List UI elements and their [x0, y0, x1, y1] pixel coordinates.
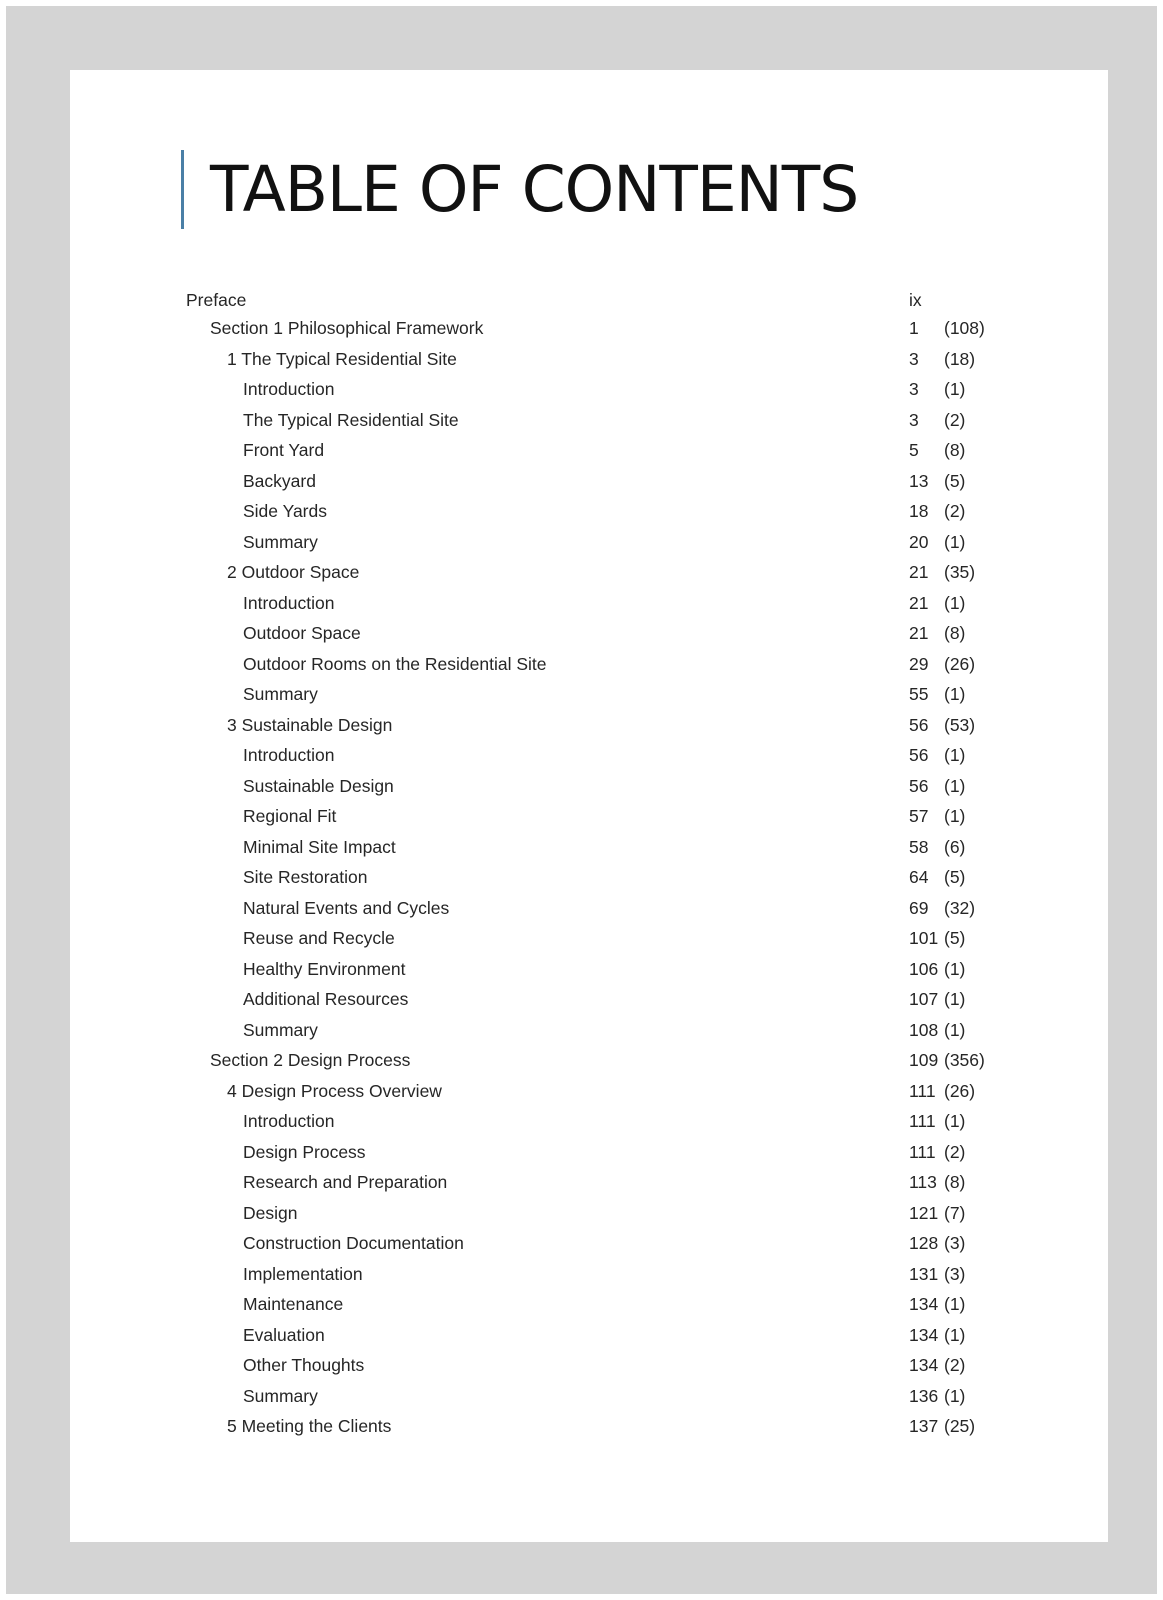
toc-entry-page: 69	[909, 898, 929, 918]
toc-entry	[70, 1106, 1108, 1137]
toc-entry-title: Introduction	[243, 379, 335, 399]
toc-entry	[70, 1076, 1108, 1107]
toc-entry-page: 56	[909, 715, 929, 735]
toc-entry-title: Introduction	[243, 593, 335, 613]
toc-entry-page-count: (26)	[944, 1081, 976, 1101]
toc-entry-page-count: (3)	[944, 1264, 966, 1284]
toc-entry-page: 136	[909, 1386, 939, 1406]
toc-entry-title: Introduction	[243, 745, 335, 765]
toc-entry	[70, 1137, 1108, 1168]
toc-entry-page: 18	[909, 501, 929, 521]
toc-entry-title: 2 Outdoor Space	[227, 562, 360, 582]
toc-entry-title: Summary	[243, 1386, 318, 1406]
toc-entry-page: 111	[909, 1081, 936, 1101]
toc-entry	[70, 1381, 1108, 1412]
toc-entry-title: Summary	[243, 1020, 318, 1040]
toc-entry-page: 56	[909, 776, 929, 796]
toc-entry-title: Design Process	[243, 1142, 366, 1162]
toc-entry	[70, 496, 1108, 527]
toc-entry	[70, 1350, 1108, 1381]
toc-entry-page: 3	[909, 410, 919, 430]
toc-entry-title: Site Restoration	[243, 867, 368, 887]
toc-entry-page-count: (1)	[944, 745, 966, 765]
toc-entry-title: Preface	[186, 290, 247, 310]
toc-entry-page: 109	[909, 1050, 939, 1070]
toc-entry	[70, 466, 1108, 497]
toc-entry-page-count: (1)	[944, 684, 966, 704]
toc-entry-page: 55	[909, 684, 929, 704]
toc-entry-page: 57	[909, 806, 929, 826]
toc-entry-page: 108	[909, 1020, 939, 1040]
toc-entry-title: Section 1 Philosophical Framework	[210, 318, 484, 338]
toc-entry-page: 111	[909, 1111, 936, 1131]
toc-entry-page: 21	[909, 562, 929, 582]
toc-entry-page-count: (2)	[944, 1142, 966, 1162]
toc-entry-page-count: (2)	[944, 501, 966, 521]
toc-entry-page-count: (5)	[944, 471, 966, 491]
toc-entry-page: 106	[909, 959, 939, 979]
toc-entry-page: 56	[909, 745, 929, 765]
toc-entry	[70, 801, 1108, 832]
toc-entry	[70, 1411, 1108, 1442]
toc-entry	[70, 740, 1108, 771]
page-border	[6, 6, 1157, 1594]
toc-entry	[70, 285, 1108, 316]
toc-entry-title: Backyard	[243, 471, 316, 491]
toc-entry-title: Summary	[243, 684, 318, 704]
toc-entry-page-count: (1)	[944, 1020, 966, 1040]
toc-entry-title: Reuse and Recycle	[243, 928, 395, 948]
toc-entry-title: Sustainable Design	[243, 776, 394, 796]
toc-entry-page: 58	[909, 837, 929, 857]
toc-entry-page-count: (25)	[944, 1416, 976, 1436]
toc-entry-page-count: (35)	[944, 562, 976, 582]
toc-entry-title: Evaluation	[243, 1325, 325, 1345]
toc-entry-title: 4 Design Process Overview	[227, 1081, 442, 1101]
toc-entry-page: ix	[909, 290, 922, 310]
toc-entry-page-count: (6)	[944, 837, 966, 857]
toc-entry	[70, 1289, 1108, 1320]
toc-entry	[70, 1015, 1108, 1046]
toc-entry	[70, 557, 1108, 588]
toc-entry	[70, 649, 1108, 680]
toc-entry-title: Introduction	[243, 1111, 335, 1131]
toc-entry	[70, 771, 1108, 802]
toc-entry-page-count: (1)	[944, 593, 966, 613]
toc-entry-title: Additional Resources	[243, 989, 409, 1009]
toc-entry-title: Other Thoughts	[243, 1355, 365, 1375]
toc-entry-page-count: (108)	[944, 318, 985, 338]
toc-entry-page: 5	[909, 440, 919, 460]
toc-entry	[70, 862, 1108, 893]
toc-entry	[70, 954, 1108, 985]
toc-entry-page: 113	[909, 1172, 937, 1192]
toc-entry	[70, 405, 1108, 436]
toc-entry-page-count: (1)	[944, 959, 966, 979]
toc-entry-page: 121	[909, 1203, 939, 1223]
toc-entry-page-count: (26)	[944, 654, 976, 674]
toc-entry-title: Design	[243, 1203, 298, 1223]
toc-entry-title: Regional Fit	[243, 806, 337, 826]
toc-entry-page-count: (5)	[944, 867, 966, 887]
toc-entry-title: Outdoor Rooms on the Residential Site	[243, 654, 547, 674]
toc-entry-page-count: (18)	[944, 349, 976, 369]
toc-entry-page: 3	[909, 379, 919, 399]
toc-entry-title: The Typical Residential Site	[243, 410, 459, 430]
toc-entry	[70, 1045, 1108, 1076]
toc-entry	[70, 923, 1108, 954]
toc-entry	[70, 313, 1108, 344]
toc-entry-title: Summary	[243, 532, 318, 552]
toc-entry-page: 20	[909, 532, 929, 552]
toc-entry	[70, 1228, 1108, 1259]
table-of-contents	[70, 70, 1108, 1542]
toc-entry-title: Implementation	[243, 1264, 363, 1284]
toc-entry-page-count: (8)	[944, 623, 966, 643]
toc-entry-title: Construction Documentation	[243, 1233, 464, 1253]
toc-entry-page-count: (8)	[944, 440, 966, 460]
toc-entry-page: 134	[909, 1294, 939, 1314]
toc-entry-title: Minimal Site Impact	[243, 837, 396, 857]
toc-entry	[70, 435, 1108, 466]
toc-entry-page-count: (32)	[944, 898, 976, 918]
toc-entry-title: 3 Sustainable Design	[227, 715, 393, 735]
toc-entry	[70, 1259, 1108, 1290]
toc-entry-title: Front Yard	[243, 440, 325, 460]
toc-entry-page-count: (1)	[944, 806, 966, 826]
toc-entry	[70, 1320, 1108, 1351]
toc-entry-page: 21	[909, 623, 929, 643]
toc-entry	[70, 984, 1108, 1015]
page-title: TABLE OF CONTENTS	[210, 153, 859, 226]
toc-entry-page: 111	[909, 1142, 936, 1162]
toc-entry	[70, 374, 1108, 405]
toc-entry-title: Side Yards	[243, 501, 327, 521]
toc-entry-page: 131	[909, 1264, 939, 1284]
toc-entry-page: 128	[909, 1233, 939, 1253]
toc-entry-page: 21	[909, 593, 929, 613]
toc-entry-title: Natural Events and Cycles	[243, 898, 450, 918]
toc-entry-page-count: (3)	[944, 1233, 966, 1253]
toc-entry	[70, 710, 1108, 741]
toc-entry	[70, 618, 1108, 649]
document-page	[70, 70, 1108, 1542]
toc-entry	[70, 679, 1108, 710]
toc-entry-page: 134	[909, 1325, 939, 1345]
toc-entry-page: 29	[909, 654, 929, 674]
toc-entry-page-count: (8)	[944, 1172, 966, 1192]
toc-entry-page: 107	[909, 989, 939, 1009]
toc-entry-page: 101	[909, 928, 939, 948]
toc-entry-title: Outdoor Space	[243, 623, 361, 643]
toc-entry-page-count: (53)	[944, 715, 976, 735]
toc-entry-title: Research and Preparation	[243, 1172, 448, 1192]
toc-entry-page-count: (1)	[944, 1386, 966, 1406]
toc-entry-page: 134	[909, 1355, 939, 1375]
toc-entry-title: Maintenance	[243, 1294, 344, 1314]
toc-entry-page: 64	[909, 867, 929, 887]
toc-entry-title: Section 2 Design Process	[210, 1050, 411, 1070]
toc-entry	[70, 588, 1108, 619]
toc-entry-page-count: (2)	[944, 410, 966, 430]
toc-entry-page: 1	[909, 318, 919, 338]
toc-entry-page: 3	[909, 349, 919, 369]
toc-entry-page-count: (2)	[944, 1355, 966, 1375]
toc-entry-page-count: (5)	[944, 928, 966, 948]
toc-entry-page-count: (356)	[944, 1050, 985, 1070]
toc-entry-page: 137	[909, 1416, 939, 1436]
toc-entry-page-count: (1)	[944, 1111, 966, 1131]
toc-entry-title: Healthy Environment	[243, 959, 406, 979]
toc-entry-page-count: (1)	[944, 1294, 966, 1314]
toc-entry	[70, 1198, 1108, 1229]
toc-entry	[70, 893, 1108, 924]
toc-entry	[70, 527, 1108, 558]
toc-entry-page-count: (7)	[944, 1203, 966, 1223]
toc-entry-page-count: (1)	[944, 379, 966, 399]
toc-entry	[70, 832, 1108, 863]
toc-entry-page-count: (1)	[944, 532, 966, 552]
toc-entry-page-count: (1)	[944, 776, 966, 796]
toc-entry-title: 5 Meeting the Clients	[227, 1416, 392, 1436]
toc-entry-page: 13	[909, 471, 929, 491]
toc-entry	[70, 344, 1108, 375]
toc-entry-page-count: (1)	[944, 1325, 966, 1345]
toc-entry-title: 1 The Typical Residential Site	[227, 349, 457, 369]
toc-entry	[70, 1167, 1108, 1198]
toc-entry-page-count: (1)	[944, 989, 966, 1009]
